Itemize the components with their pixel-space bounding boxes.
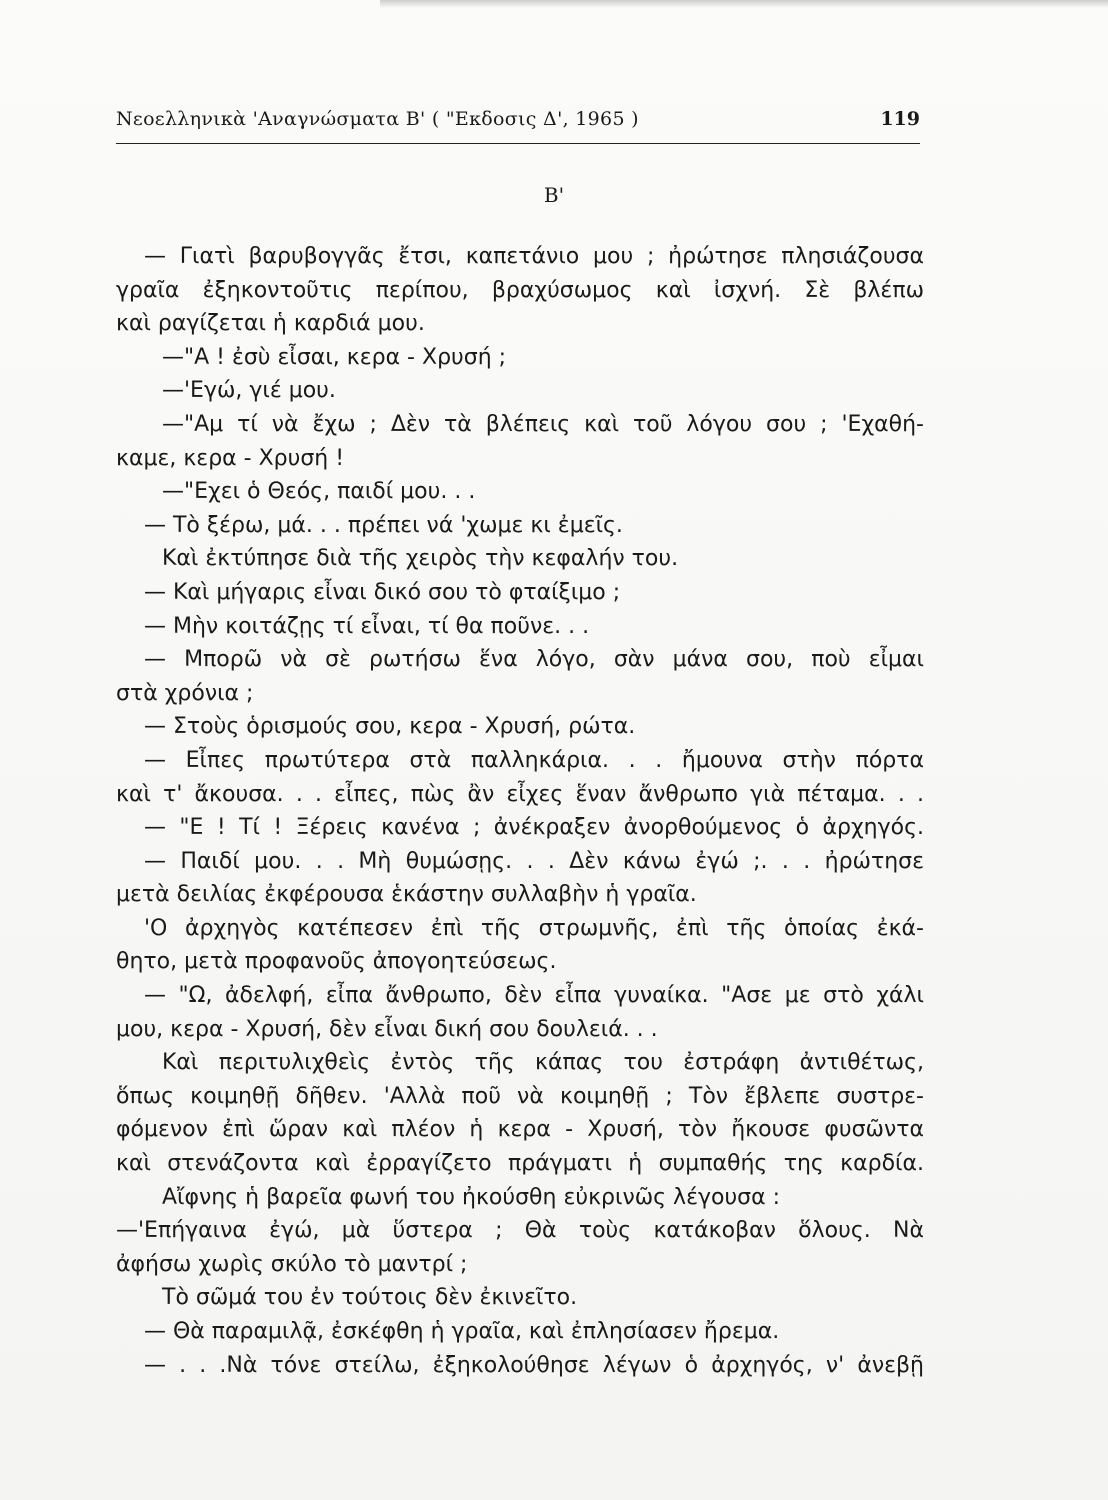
text-line: καὶ στενάζοντα καὶ ἐρραγίζετο πράγματι ἡ συμπαθής της καρδία. <box>116 1151 924 1177</box>
text-line: μου, κερα - Χρυσή, δὲν εἶναι δική σου δουλειά. . . <box>116 1016 658 1042</box>
text-line: καὶ τ' ἄκουσα. . . εἶπες, πὼς ἂν εἶχες ἕναν ἄνθρωπο γιὰ πέταμα. . . <box>116 781 924 807</box>
text-line: — Γιατὶ βαρυβογγᾶς ἔτσι, καπετάνιο μου ; ἠρώτησε πλησιάζουσα <box>144 244 924 269</box>
text-line: Αἴφνης ἡ βαρεῖα φωνή του ἠκούσθη εὐκρινῶς λέγουσα : <box>162 1184 781 1210</box>
text-line: — Μὴν κοιτάζῃς τί εἶναι, τί θα ποῦνε. . . <box>144 613 590 639</box>
text-line: 'Ο ἀρχηγὸς κατέπεσεν ἐπὶ τῆς στρωμνῆς, ἐπὶ τῆς ὁποίας ἐκά- <box>144 915 924 941</box>
scan-edge-shadow <box>380 0 1108 8</box>
text-line: Καὶ περιτυλιχθεὶς ἐντὸς τῆς κάπας του ἐστράφη ἀντιθέτως, <box>162 1050 924 1076</box>
text-line: —'Εγώ, γιέ μου. <box>162 378 336 404</box>
text-line: στὰ χρόνια ; <box>116 680 254 706</box>
text-line: ἀφήσω χωρὶς σκύλο τὸ μαντρί ; <box>116 1251 468 1277</box>
text-line: — Θὰ παραμιλᾷ, ἐσκέφθη ἡ γραῖα, καὶ ἐπλησίασεν ἤρεμα. <box>144 1319 780 1344</box>
section-heading: Β' <box>543 183 565 207</box>
text-line: μετὰ δειλίας ἐκφέρουσα ἑκάστην συλλαβὴν ἡ γραῖα. <box>116 882 697 908</box>
text-line: — Εἶπες πρωτύτερα στὰ παλληκάρια. . . ἤμουνα στὴν πόρτα <box>144 747 924 773</box>
page-number: 119 <box>880 108 920 130</box>
text-line: — Καὶ μήγαρις εἶναι δικό σου τὸ φταίξιμο ; <box>144 579 621 605</box>
text-line: ὅπως κοιμηθῇ δῆθεν. 'Αλλὰ ποῦ νὰ κοιμηθῇ ; Τὸν ἔβλεπε συστρε- <box>116 1083 924 1109</box>
text-line: Καὶ ἐκτύπησε διὰ τῆς χειρὸς τὴν κεφαλήν του. <box>162 546 679 572</box>
text-line: — Στοὺς ὁρισμούς σου, κερα - Χρυσή, ρώτα. <box>144 714 636 740</box>
header-rule <box>116 143 920 144</box>
text-line: — . . .Νὰ τόνε στείλω, ἐξηκολούθησε λέγων ὁ ἀρχηγός, ν' ἀνεβῇ <box>144 1352 924 1378</box>
text-line: — Μπορῶ νὰ σὲ ρωτήσω ἕνα λόγο, σὰν μάνα σου, ποὺ εἶμαι <box>144 647 924 673</box>
text-line: —"Εχει ὁ Θεός, παιδί μου. . . <box>162 479 476 505</box>
text-line: —"Α ! ἐσὺ εἶσαι, κερα - Χρυσή ; <box>162 344 507 370</box>
text-line: —"Αμ τί νὰ ἔχω ; Δὲν τὰ βλέπεις καὶ τοῦ λόγου σου ; 'Εχαθή- <box>162 411 924 437</box>
text-line: — "Ω, ἀδελφή, εἶπα ἄνθρωπο, δὲν εἶπα γυναίκα. "Ασε με στὸ χάλι <box>144 983 924 1009</box>
text-line: — "Ε ! Τί ! Ξέρεις κανένα ; ἀνέκραξεν ἀνορθούμενος ὁ ἀρχηγός. <box>144 815 924 841</box>
header-title: Νεοελληνικὰ 'Αναγνώσματα Β' ( "Εκδοσις Δ', 1965 ) <box>116 108 639 130</box>
text-line: καμε, κερα - Χρυσή ! <box>116 445 345 471</box>
text-line: καὶ ραγίζεται ἡ καρδιά μου. <box>116 311 425 337</box>
text-line: φόμενον ἐπὶ ὥραν καὶ πλέον ἡ κερα - Χρυσή, τὸν ἤκουσε φυσῶντα <box>116 1117 924 1143</box>
text-line: θητο, μετὰ προφανοῦς ἀπογοητεύσεως. <box>116 949 557 975</box>
running-header <box>116 108 920 142</box>
text-line: —'Επήγαινα ἐγώ, μὰ ὕστερα ; Θὰ τοὺς κατάκοβαν ὅλους. Νὰ <box>116 1218 924 1244</box>
text-line: γραῖα ἐξηκοντοῦτις περίπου, βραχύσωμος καὶ ἰσχνή. Σὲ βλέπω <box>116 277 924 303</box>
text-line: — Παιδί μου. . . Μὴ θυμώσῃς. . . Δὲν κάνω ἐγώ ;. . . ἠρώτησε <box>144 848 924 874</box>
body-text <box>116 240 924 1382</box>
text-line: Τὸ σῶμά του ἐν τούτοις δὲν ἐκινεῖτο. <box>162 1285 578 1311</box>
text-line: — Τὸ ξέρω, μά. . . πρέπει νά 'χωμε κι ἐμεῖς. <box>144 512 623 538</box>
